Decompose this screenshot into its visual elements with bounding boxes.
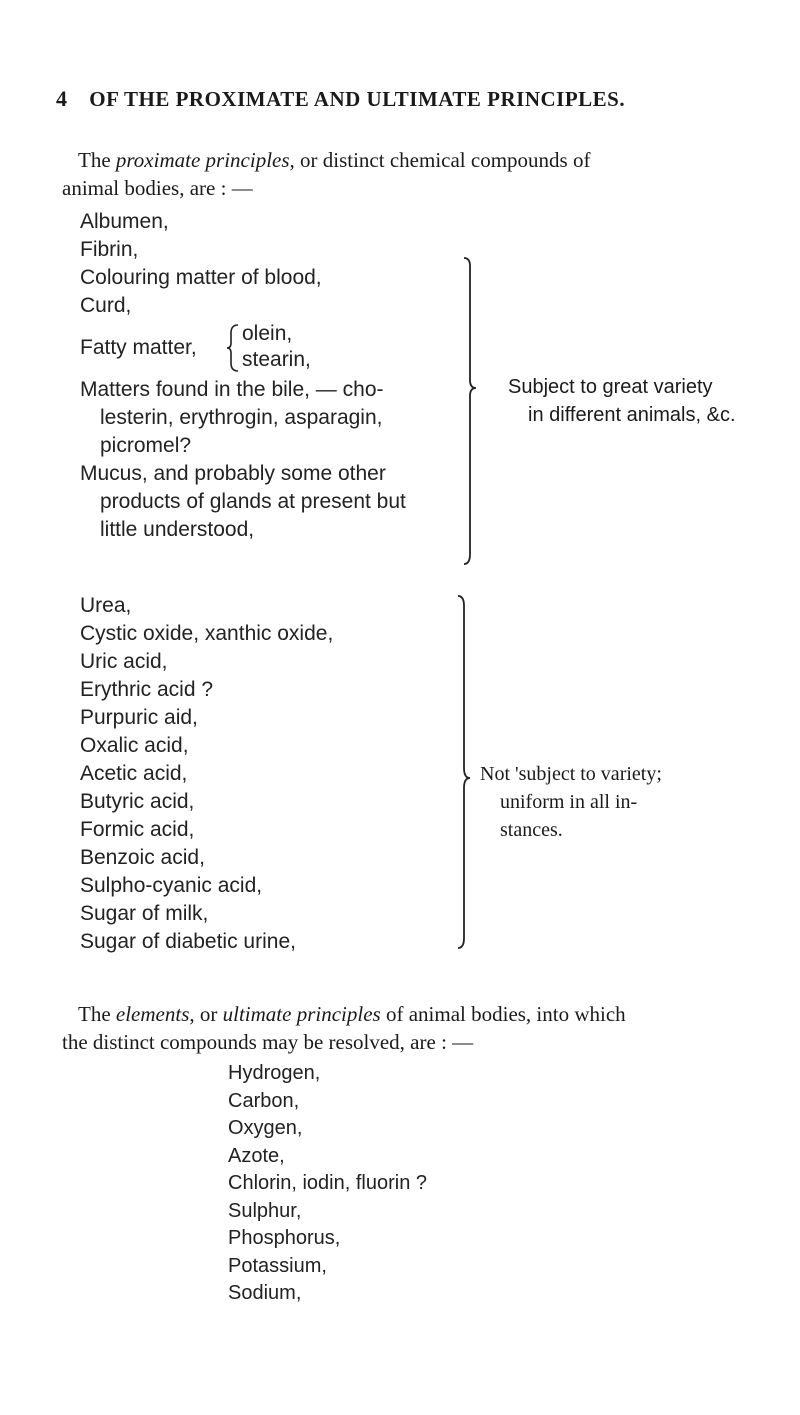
elements-paragraph [62,1000,742,1056]
list-item: Erythric acid ? [80,678,214,701]
page-header [56,86,625,112]
list-item: Uric acid, [80,650,168,673]
elements-term1: elements [115,1002,190,1026]
group2-note-line: stances. [500,819,563,841]
list-item: Albumen, [80,210,169,233]
group1-note [508,373,736,429]
fatty-option-stearin: stearin, [242,348,311,371]
list-item: Curd, [80,294,132,317]
list-item: Acetic acid, [80,762,188,785]
elements-list [228,1060,427,1308]
fatty-label: Fatty matter, [80,336,197,359]
list-item: Cystic oxide, xanthic oxide, [80,622,334,645]
elements-term2: ultimate principles [222,1002,381,1026]
intro-paragraph [62,146,742,202]
group1-note-line: Subject to great variety [508,376,713,398]
fatty-brace [226,323,240,373]
list-item: Sugar of diabetic urine, [80,930,296,953]
list-item: Oxygen, [228,1117,303,1139]
group1-list [80,208,406,544]
elements-mid: , or [189,1002,223,1026]
list-item: Hydrogen, [228,1062,321,1084]
elements-tail-1: of animal bodies, into which [380,1002,626,1026]
group2-note-line: Not 'subject to variety; [480,763,662,785]
list-item: Colouring matter of blood, [80,266,322,289]
list-item: Chlorin, iodin, fluorin ? [228,1172,427,1194]
group1-bracket [450,254,490,584]
list-item: Azote, [228,1144,285,1167]
list-item: Formic acid, [80,818,195,841]
group2-note [480,760,662,844]
list-item: Sulpho-cyanic acid, [80,874,263,897]
list-item: Mucus, and probably some other [80,462,386,485]
page-title: OF THE PROXIMATE AND ULTIMATE PRINCIPLES. [89,87,626,111]
intro-term: proximate principles [115,148,290,172]
list-item: Sugar of milk, [80,902,209,925]
intro-tail-2: animal bodies, are : — [62,176,253,200]
list-item-cont: little understood, [100,518,255,541]
elements-tail-2: the distinct compounds may be resolved, are : — [62,1030,474,1054]
list-item: Potassium, [228,1254,327,1277]
list-item-cont: picromel? [100,434,192,457]
group1-note-line: in different animals, &c. [528,404,736,426]
list-item: Carbon, [228,1089,300,1112]
list-item: Sodium, [228,1282,302,1304]
list-item: Matters found in the bile, — cho- [80,378,384,401]
list-item: Urea, [80,594,132,617]
intro-lead: The [78,148,116,172]
list-item: Sulphur, [228,1199,302,1222]
page-number: 4 [56,86,68,111]
elements-lead: The [78,1002,116,1026]
list-item-cont: products of glands at present but [100,490,406,513]
list-item: Benzoic acid, [80,846,205,869]
group2-list [80,592,333,956]
fatty-option-olein: olein, [242,322,293,345]
list-item: Butyric acid, [80,790,195,813]
list-item: Oxalic acid, [80,734,189,757]
list-item: Purpuric aid, [80,706,198,729]
fatty-matter-row [80,320,406,376]
list-item: Fibrin, [80,238,139,261]
group2-note-line: uniform in all in- [500,791,638,813]
group2-bracket [444,592,484,972]
list-item: Phosphorus, [228,1227,341,1249]
intro-tail-1: , or distinct chemical compounds of [289,148,591,172]
list-item-cont: lesterin, erythrogin, asparagin, [100,406,383,429]
